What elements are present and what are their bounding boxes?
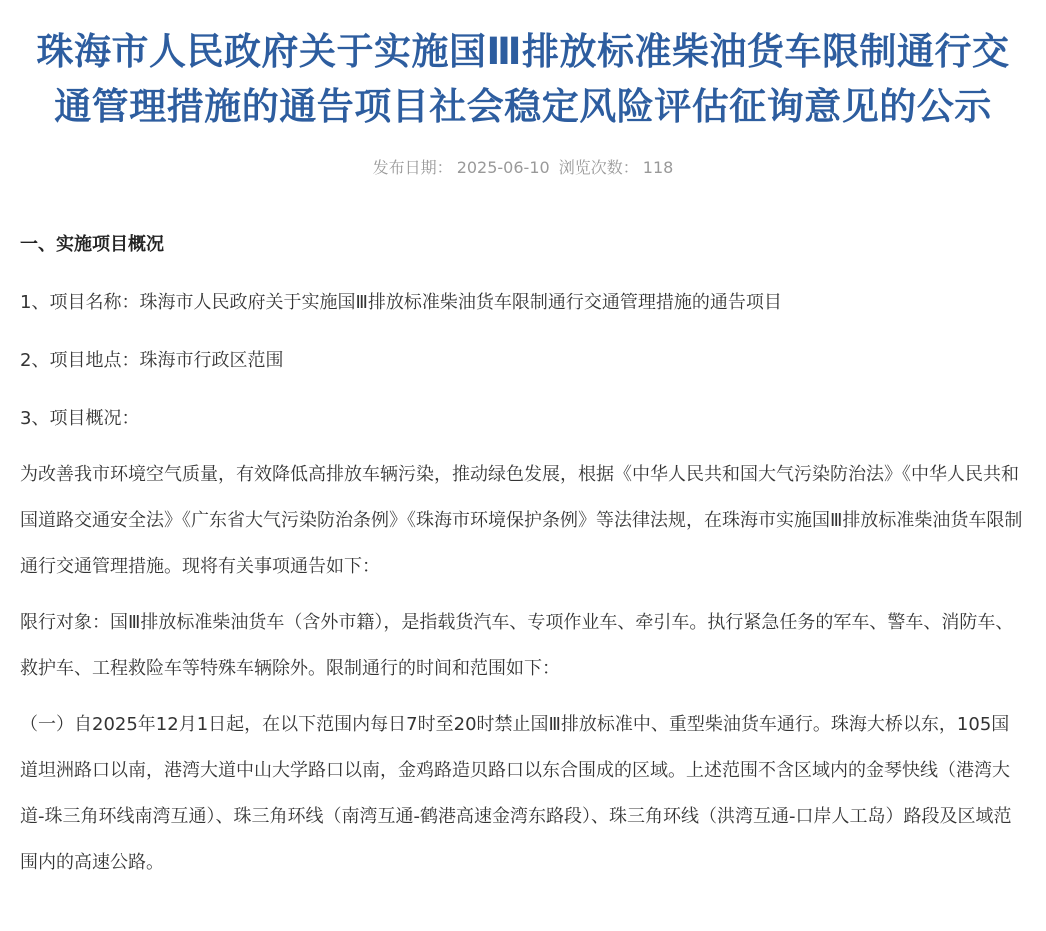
article-content [20,222,1026,886]
project-name-item: 1、项目名称：珠海市人民政府关于实施国Ⅲ排放标准柴油货车限制通行交通管理措施的通告项目 [20,292,782,313]
publish-date: 2025-06-10 [456,158,550,177]
article-title: 珠海市人民政府关于实施国Ⅲ排放标准柴油货车限制通行交通管理措施的通告项目社会稳定风险评估征询意见的公示 [36,30,1010,128]
section-heading: 一、实施项目概况 [20,234,164,255]
article-meta [20,156,1026,180]
paragraph-intro: 为改善我市环境空气质量，有效降低高排放车辆污染，推动绿色发展，根据《中华人民共和国大气污染防治法》《中华人民共和国道路交通安全法》《广东省大气污染防治条例》《珠海市环境保护条例》等法律法规，在珠海市实施国Ⅲ排放标准柴油货车限制通行交通管理措施。现将有关事项通告如下： [20,464,1023,577]
publish-date-label: 发布日期： [372,158,453,177]
article [20,0,1026,886]
views-label: 浏览次数： [558,158,639,177]
paragraph-restriction-target: 限行对象：国Ⅲ排放标准柴油货车（含外市籍），是指载货汽车、专项作业车、牵引车。执行紧急任务的军车、警车、消防车、救护车、工程救险车等特殊车辆除外。限制通行的时间和范围如下： [20,612,1014,679]
project-overview-item: 3、项目概况： [20,408,140,429]
paragraph-restriction-scope: （一）自2025年12月1日起，在以下范围内每日7时至20时禁止国Ⅲ排放标准中、重型柴油货车通行。珠海大桥以东，105国道坦洲路口以南，港湾大道中山大学路口以南，金鸡路造贝路口以东合围成的区域。上述范围不含区域内的金琴快线（港湾大道-珠三角环线南湾互通）、珠三角环线（南湾互通-鹤港高速金湾东路段）、珠三角环线（洪湾互通-口岸人工岛）路段及区域范围内的高速公路。 [20,714,1012,873]
views-count: 118 [642,158,674,177]
project-location-item: 2、项目地点：珠海市行政区范围 [20,350,284,371]
